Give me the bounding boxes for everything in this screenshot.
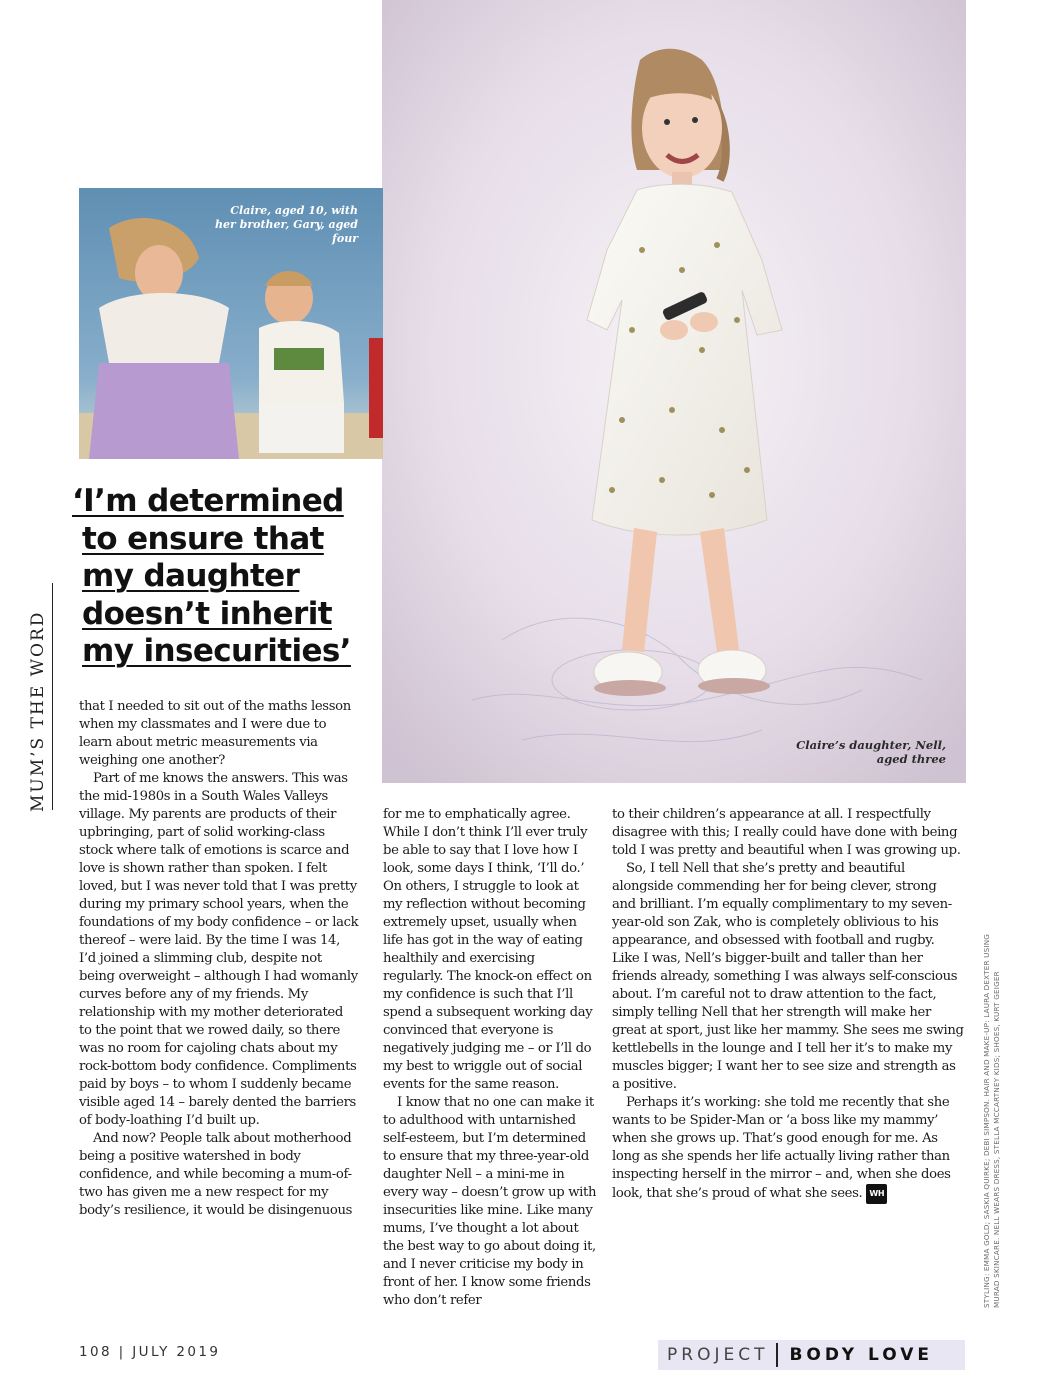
body-paragraph: Part of me knows the answers. This was the mid-1980s in a South Wales Valleys village. My parents are products of their upbringing, part of solid working-class stock where talk of emotions is scarce and love is shown rather than spoken. I felt loved, but I was never told that I was pretty during my primary school years, when the foundations of my body confidence – or lack thereof – were laid. By the time I was 14, I’d joined a slimming club, despite not being overweight – although I had womanly curves before any of my friends. My relationship with my mother deteriorated to the point that we rowed daily, so there was no room for cajoling chats about my rock-bottom body confidence. Compliments paid by boys – to whom I suddenly became visible aged 14 – barely dented the barriers of body-loathing I’d built up. <box>79 771 359 1128</box>
pull-quote-line: my daughter <box>82 558 300 594</box>
pull-quote <box>72 483 372 671</box>
credits-line: STYLING: EMMA GOLD; SASKIA QUIRKE; DEBI SIMPSON. HAIR AND MAKE-UP: LAURA DEXTER USING <box>982 933 991 1308</box>
body-paragraph-final <box>612 1094 964 1204</box>
body-paragraph-text: Perhaps it’s working: she told me recently that she wants to be Spider-Man or ‘a boss like my mammy’ when she grows up. That’s good enough for me. As long as she spends her life actually living rather than inspecting herself in the mirror – and, when she does look, that she’s proud of what she sees. <box>612 1095 951 1201</box>
nell-photo-illustration <box>382 0 966 783</box>
small-photo-caption: Claire, aged 10, with her brother, Gary, aged four <box>215 204 358 245</box>
body-column-3 <box>612 806 964 1204</box>
body-paragraph: So, I tell Nell that she’s pretty and beautiful alongside commending her for being clever, strong and brilliant. I’m equally complimentary to my seven-year-old son Zak, who is completely oblivious to his appearance, and obsessed with football and rugby. Like I was, Nell’s bigger-built and taller than her friends already, something I was always self-conscious about. I’m careful not to draw attention to the fact, simply telling Nell that her strength will make her great at sport, just like her mammy. She sees me swing kettlebells in the lounge and I tell her it’s to make my muscles bigger; I want her to see size and strength as a positive. <box>612 861 964 1092</box>
end-mark-badge: WH <box>866 1184 887 1204</box>
body-paragraph: that I needed to sit out of the maths lesson when my classmates and I were due to learn about metric measurements via weighing one another? <box>79 699 351 768</box>
body-paragraph: I know that no one can make it to adulthood with untarnished self-esteem, but I’m determined to ensure that my three-year-old daughter Nell – a mini-me in every way – doesn’t grow up with insecurities like mine. Like many mums, I’ve thought a lot about the best way to go about doing it, and I never criticise my body in front of her. I know some friends who don’t refer <box>383 1095 597 1308</box>
body-paragraph: to their children’s appearance at all. I respectfully disagree with this; I really could have done with being told I was pretty and beautiful when I was growing up. <box>612 807 961 858</box>
brand-project: PROJECT <box>667 1345 769 1365</box>
body-column-1 <box>79 698 359 1220</box>
small-photo-claire-gary <box>79 188 383 459</box>
pull-quote-line: doesn’t inherit <box>82 595 332 632</box>
section-brand-bar <box>658 1340 965 1370</box>
brand-divider <box>776 1343 778 1367</box>
body-paragraph: And now? People talk about motherhood being a positive watershed in body confidence, and while becoming a mum-of-two has given me a new respect for my body’s resilience, it would be disingenuous <box>79 1131 353 1218</box>
section-label-rule <box>52 583 53 810</box>
brand-body-love: BODY LOVE <box>789 1345 933 1365</box>
main-photo-caption: Claire’s daughter, Nell, aged three <box>796 738 946 766</box>
section-label: MUM’S THE WORD <box>28 610 48 812</box>
credits-line: MURAD SKINCARE. NELL WEARS DRESS, STELLA MCCARTNEY KIDS; SHOES, KURT GEIGER <box>991 971 1001 1308</box>
photo-credits <box>982 933 1001 1308</box>
pull-quote-line: my insecurities’ <box>82 633 351 669</box>
body-column-2 <box>383 806 597 1310</box>
page-folio: 108 | JULY 2019 <box>79 1344 221 1360</box>
body-paragraph: for me to emphatically agree. While I don’t think I’ll ever truly be able to say that I love how I look, some days I think, ‘I’ll do.’ On others, I struggle to look at my reflection without becoming extremely upset, usually when life has got in the way of eating healthily and exercising regularly. The knock-on effect on my confidence is such that I’ll spend a subsequent working day convinced that everyone is negatively judging me – or I’ll do my best to wriggle out of social events for the same reason. <box>383 807 593 1092</box>
pull-quote-line: to ensure that <box>82 520 324 557</box>
pull-quote-line: ‘I’m determined <box>72 483 344 519</box>
main-photo-nell <box>382 0 966 783</box>
